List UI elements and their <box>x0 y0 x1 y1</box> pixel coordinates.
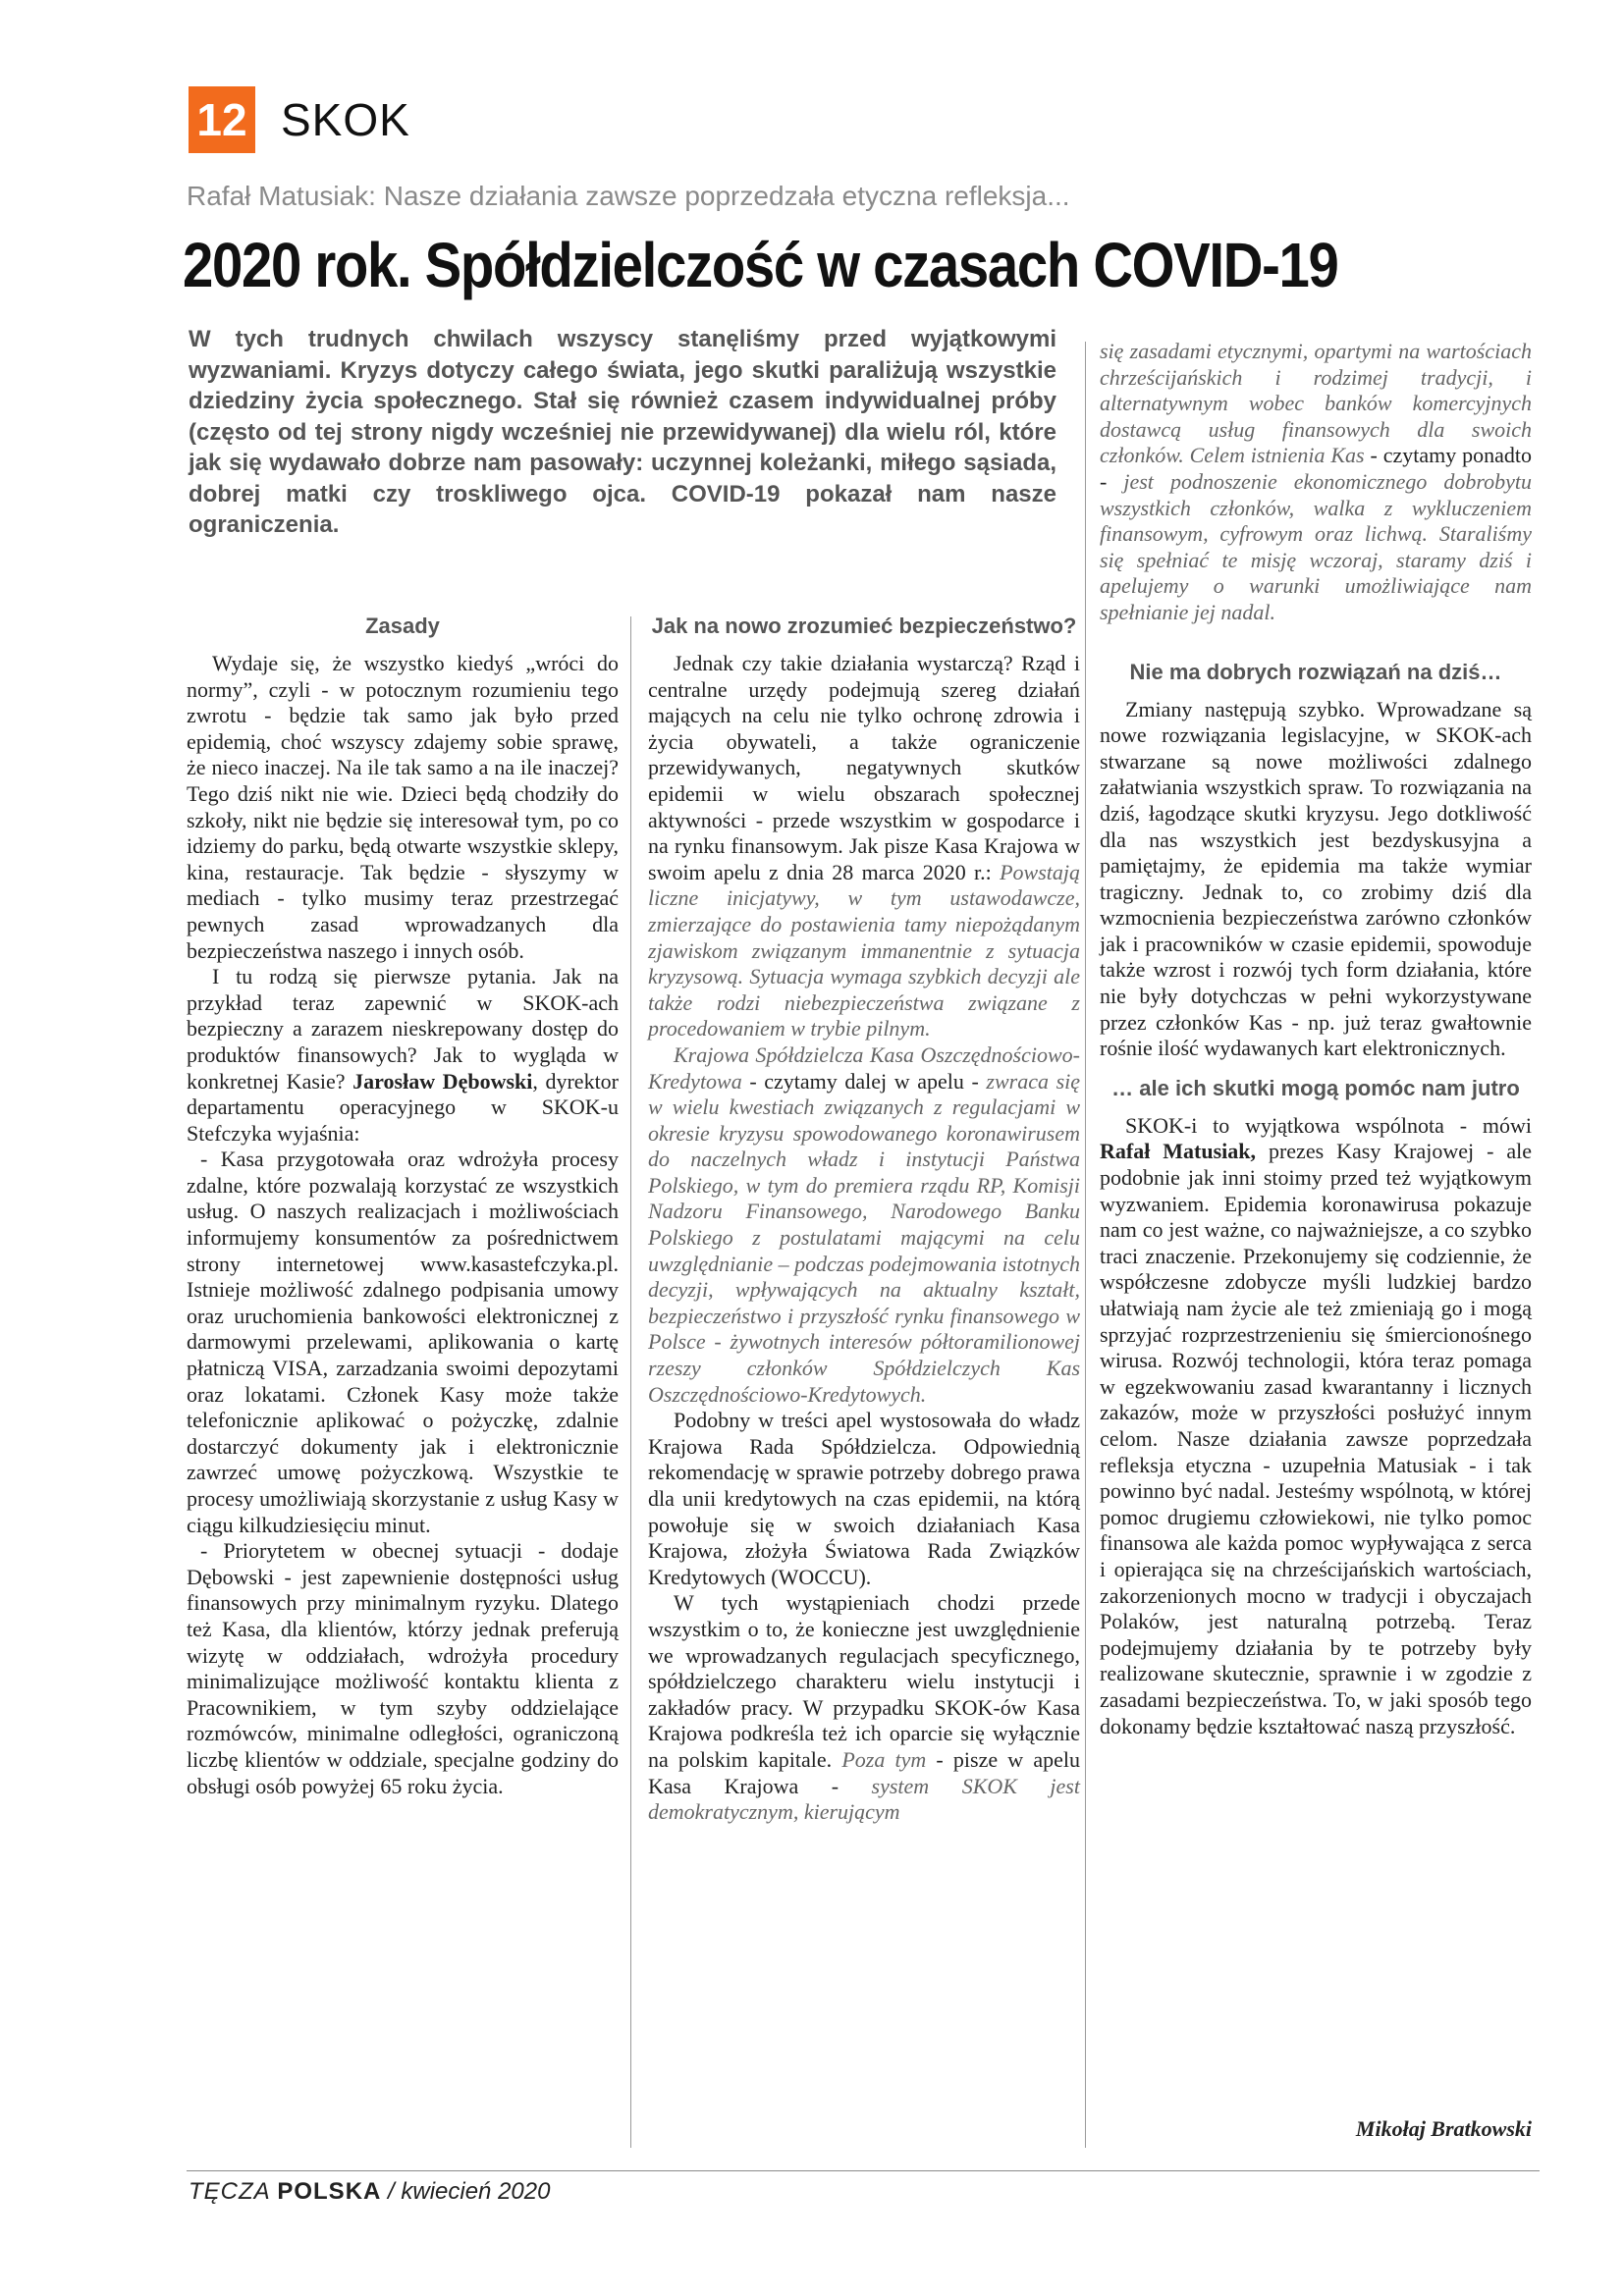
person-name: Jarosław Dębowski <box>352 1068 533 1094</box>
paragraph-text: - czytamy ponadto - <box>1100 443 1532 494</box>
quote-text: się zasadami etycznymi, opartymi na wartościach chrześcijańskich i rodzimej tradycji, i alternatywnym wobec banków komercyjnych dostawcą usług finansowych dla swoich członków. Celem istnienia Kas <box>1100 339 1532 468</box>
article-column-1 <box>187 614 619 1799</box>
quote-text: Krajowa Spółdzielcza Kasa Oszczędnościowo-Kredytowa <box>648 1041 1080 1094</box>
paragraph: - Kasa przygotowała oraz wdrożyła procesy zdalne, które pozwalają korzystać ze wszystkich usług. O naszych realizacjach i możliwościach informujemy konsumentów za pośrednictwem strony internetowej www.kasastefczyka.pl. Istnieje możliwość zdalnego podpisania umowy oraz uruchomienia bankowości elektronicznej z darmowymi przelewami, aplikowania o kartę płatniczą VISA, zarzadzania swoimi depozytami oraz lokatami. Członek Kasy może także telefonicznie aplikować o pożyczkę, zdalnie dostarczyć dokumenty jak i elektronicznie zawrzeć umowę pożyczkową. Wszystkie te procesy umożliwiają skorzystanie z usług Kasy w ciągu kilkudziesięciu minut. <box>187 1147 619 1537</box>
paragraph-text: SKOK-i to wyjątkowa wspólnota - mówi <box>1125 1112 1532 1138</box>
quote-text: jest podnoszenie ekonomicznego dobrobytu wszystkich członków, walka z wykluczeniem finansowym, cyfrowym oraz lichwą. Staraliśmy się spełniać te misję wczoraj, staramy dziś i apelujemy o warunki umożliwiające nam spełnianie jej nadal. <box>1100 468 1532 624</box>
paragraph <box>648 1042 1080 1408</box>
paragraph <box>187 964 619 1147</box>
paragraph: Wydaje się, że wszystko kiedyś „wróci do normy”, czyli - w potocznym rozumieniu tego zwrotu - będzie tak samo jak było przed epidemią, choć wszyscy zdajemy sobie sprawę, że nieco inaczej. Na ile tak samo a na ile inaczej? Tego dziś nikt nie wie. Dzieci będą chodziły do szkoły, nikt nie będzie się interesował tym, po co idziemy do parku, będą otwarte wszystkie sklepy, kina, restauracje. Tak będzie - słyszymy w mediach - tylko musimy teraz przestrzegać pewnych zasad wprowadzanych dla bezpieczeństwa naszego i innych osób. <box>187 651 619 963</box>
paragraph <box>648 1590 1080 1825</box>
paragraph-text: Jednak czy takie działania wystarczą? Rząd i centralne urzędy podejmują szereg działań mających na celu nie tylko ochronę zdrowia i życia obywateli, a także ograniczenie przewidywanych, negatywnych skutków epidemii w wielu obszarach społecznej aktywności - przede wszystkim w gospodarce i na rynku finansowym. Jak pisze Kasa Krajowa w swoim apelu z dnia 28 marca 2020 r.: <box>648 651 1080 884</box>
person-name: Rafał Matusiak, <box>1100 1139 1257 1164</box>
subhead-bezpieczenstwo: Jak na nowo zrozumieć bezpieczeństwo? <box>651 614 1077 638</box>
paragraph <box>648 651 1080 1042</box>
magazine-title-part1: TĘCZA <box>189 2178 271 2205</box>
paragraph-text: prezes Kasy Krajowej - ale podobnie jak inni stoimy przed też wyjątkowym wyzwaniem. Epidemia koronawirusa pokazuje nam co jest ważne, co najważniejsze, a co szybko traci znaczenie. Przekonujemy się codziennie, że współczesne zdobycze myśli ludzkiej bardzo ułatwiają nam życie ale też zmieniają go i mogą sprzyjać rozprzestrzenieniu się śmiercionośnego wirusa. Rozwój technologii, która teraz pomaga w egzekwowaniu zasad kwarantanny i licznych zakazów, może w przyszłości posłużyć innym celom. Nasze działania zawsze poprzedzała refleksja etyczna - uzupełnia Matusiak - i tak powinno być nadal. Jesteśmy wspólnotą, w której pomoc drugiemu człowiekowi, nie tylko pomoc finansowa ale każda pomoc wypływająca z serca i opierająca się na chrześcijańskich wartościach, zakorzenionych mocno w tradycji i obyczajach Polaków, jest naturalną potrzebą. Teraz podejmujemy działania by te potrzeby były realizowane skutecznie, sprawnie i w zgodzie z zasadami bezpieczeństwa. To, w jaki sposób tego dokonamy będzie kształtować naszą przyszłość. <box>1100 1139 1532 1738</box>
quote-text: system SKOK jest demokratycznym, kierującym <box>648 1773 1080 1825</box>
page-footer <box>189 2175 550 2209</box>
page-number-badge: 12 <box>189 86 255 153</box>
subhead-nie-ma-dobrych: Nie ma dobrych rozwiązań na dziś… <box>1129 659 1502 684</box>
paragraph-text: W tych wystąpieniach chodzi przede wszystkim o to, że konieczne jest uwzględnienie we wprowadzanych regulacjach specyficznego, spółdzielczego charakteru wielu instytucji i zakładów pracy. W przypadku SKOK-ów Kasa Krajowa podkreśla też ich oparcie się wyłącznie na polskim kapitale. <box>648 1590 1080 1772</box>
paragraph: Podobny w treści apel wystosowała do władz Krajowa Rada Spółdzielcza. Odpowiednią rekomendację w sprawie potrzeby dobrego prawa dla unii kredytowych na czas epidemii, na którą powołuje się w swoich działaniach Kasa Krajowa, złożyła Światowa Rada Związków Kredytowych (WOCCU). <box>648 1408 1080 1589</box>
subhead-zasady: Zasady <box>365 614 440 638</box>
column-divider <box>1085 342 1086 2148</box>
paragraph: Zmiany następują szybko. Wprowadzane są nowe rozwiązania legislacyjne, w SKOK-ach stwarzane są nowe możliwości zdalnego załatwiania wszystkich spraw. To rozwiązania na dziś, łagodzące skutki kryzysu. Jego dotkliwość dla nas wszystkich jest bezdyskusyjna a pamiętajmy, że epidemia ma także wymiar tragiczny. Jednak to, co zrobimy dziś dla wzmocnienia bezpieczeństwa zarówno członków jak i pracowników w czasie epidemii, spowoduje także wzrost i rozwój tych form działania, które nie były dotychczas w pełni wykorzystywane przez członków Kas - np. już teraz gwałtownie rośnie ilość wydawanych kart elektronicznych. <box>1100 696 1532 1061</box>
magazine-title-part2: POLSKA <box>277 2178 382 2205</box>
column-divider <box>630 616 631 2148</box>
paragraph-text: I tu rodzą się pierwsze pytania. Jak na przykład teraz zapewnić w SKOK-ach bezpieczny a zarazem nieskrepowany dostęp do produktów finansowych? Jak to wygląda w konkretnej Kasie? <box>187 964 619 1094</box>
quote-text: zwraca się w wielu kwestiach związanych z regulacjami w okresie kryzysu spowodowanego koronawirusem do naczelnych władz i instytucji Państwa Polskiego, w tym do premiera rządu RP, Komisji Nadzoru Finansowego, Narodowego Banku Polskiego z postulatami mającymi na celu uwzględnianie – podczas podejmowania istotnych decyzji, wpływających na aktualny kształt, bezpieczeństwo i przyszłość rynku finansowego w Polsce - żywotnych interesów półtoramilionowej rzeszy członków Spółdzielczych Kas Oszczędnościowo-Kredytowych. <box>648 1068 1081 1407</box>
article-lead: W tych trudnych chwilach wszyscy stanęliśmy przed wyjątkowymi wyzwaniami. Kryzys dotyczy całego świata, jego skutki paraliżują wszystkie dziedziny życia społecznego. Stał się również czasem indywidualnej próby (często od tej strony nigdy wcześniej nie przewidywanej) dla wielu ról, które jak się wydawało dobrze nam pasowały: uczynnej koleżanki, miłego sąsiada, dobrej matki czy troskliwego ojca. COVID-19 pokazał nam nasze ograniczenia. <box>189 326 1056 538</box>
quote-text: Powstają liczne inicjatywy, w tym ustawodawcze, zmierzające do postawienia tamy niepożądanym zjawiskom związanym immanentnie z sytuacja kryzysową. Sytuacja wymaga szybkich decyzji ale także rodzi niebezpieczeństwa związane z procedowaniem w trybie pilnym. <box>648 859 1081 1041</box>
paragraph <box>1100 339 1532 626</box>
article-kicker: Rafał Matusiak: Nasze działania zawsze poprzedzała etyczna refleksja... <box>187 181 1070 211</box>
paragraph <box>1100 1113 1532 1739</box>
paragraph: - Priorytetem w obecnej sytuacji - dodaje Dębowski - jest zapewnienie dostępności usług finansowych przy minimalnym ryzyku. Dlatego też Kasa, dla klientów, którzy jednak preferują wizytę w oddziałach, wdrożyła procedury minimalizujące możliwość kontaktu klienta z Pracownikiem, w tym szyby oddzielające rozmówców, minimalne odległości, ograniczoną liczbę klientów w oddziale, specjalne godziny do obsługi osób powyżej 65 roku życia. <box>187 1538 619 1798</box>
author-signature: Mikołaj Bratkowski <box>1355 2116 1532 2141</box>
subhead-ale-ich-skutki: … ale ich skutki mogą pomóc nam jutro <box>1111 1075 1520 1100</box>
article-headline: 2020 rok. Spółdzielczość w czasach COVID-19 <box>183 230 1338 300</box>
section-name: SKOK <box>281 94 410 145</box>
issue-date: / kwiecień 2020 <box>388 2178 551 2205</box>
footer-divider <box>187 2170 1540 2171</box>
paragraph-text: , dyrektor departamentu operacyjnego w SKOK-u Stefczyka wyjaśnia: <box>187 1068 620 1146</box>
quote-text: Poza tym <box>841 1746 927 1772</box>
article-column-2 <box>648 614 1080 1826</box>
article-column-3 <box>1100 339 1532 1739</box>
paragraph-text: - czytamy dalej w apelu - <box>741 1068 979 1094</box>
paragraph-text: - pisze w apelu Kasa Krajowa - <box>648 1746 1080 1798</box>
